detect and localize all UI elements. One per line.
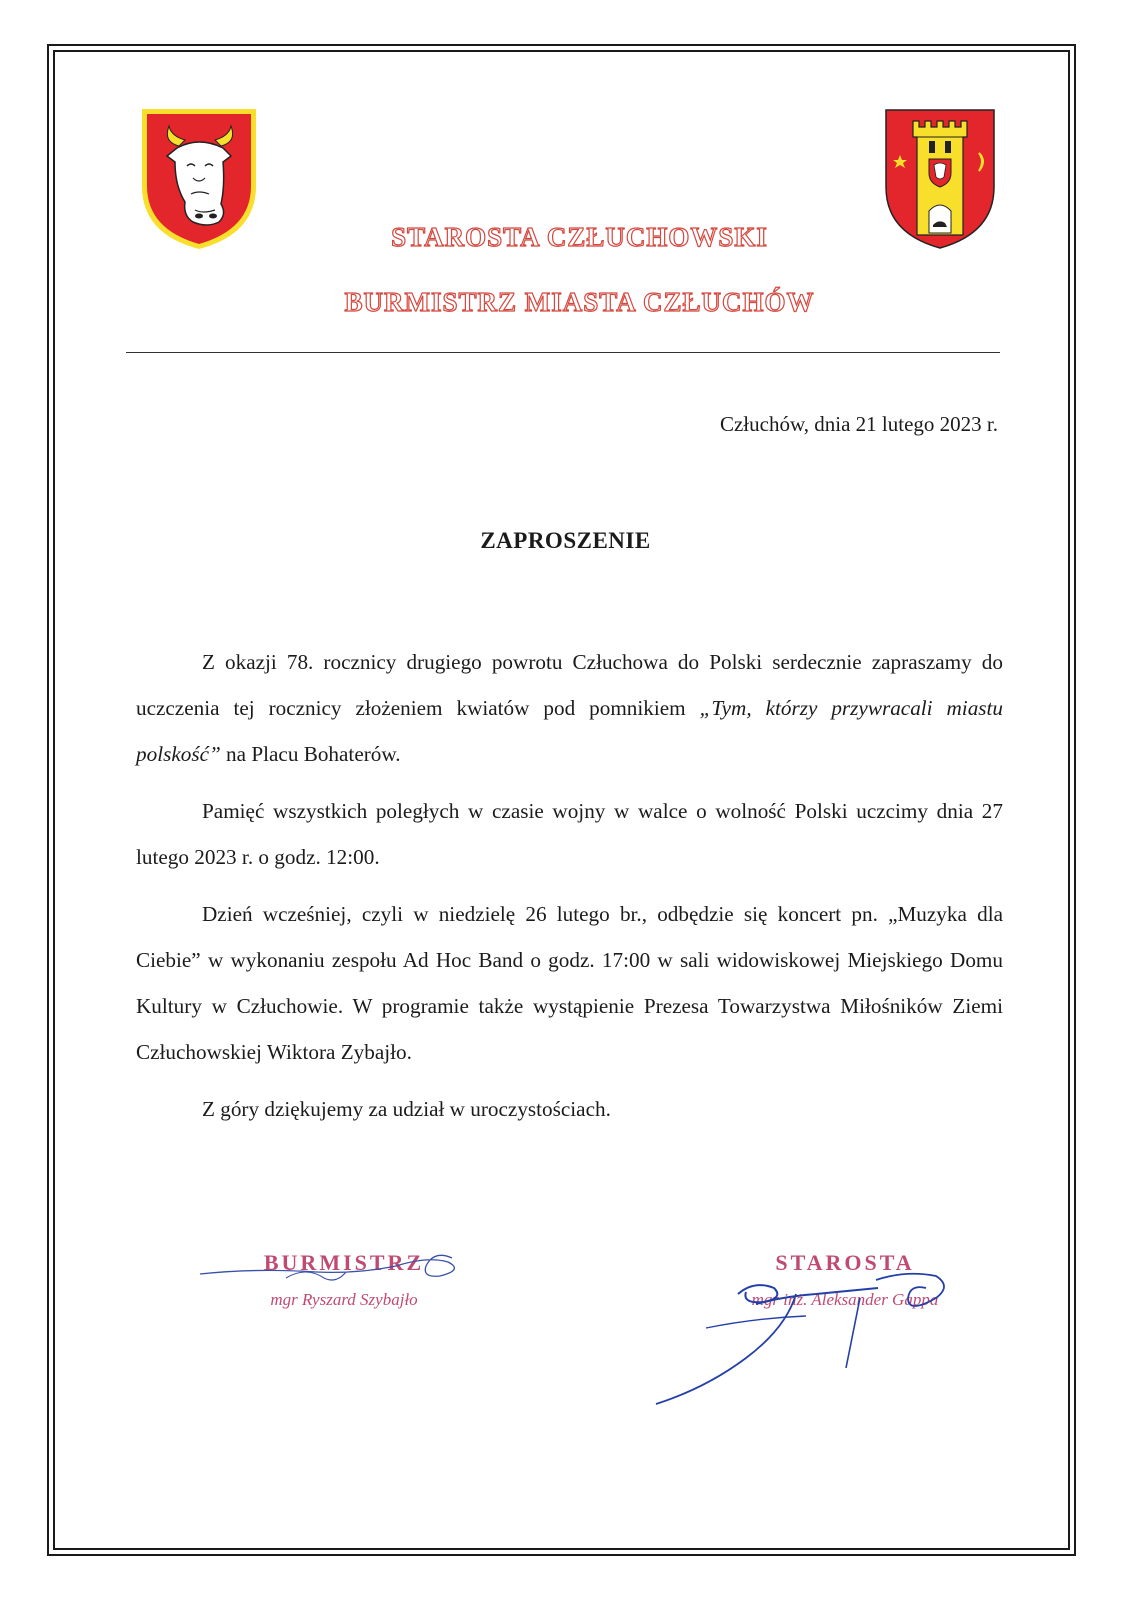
paragraph-3: Dzień wcześniej, czyli w niedzielę 26 lutego br., odbędzie się koncert pn. „Muzyka dla Ciebie” w wykonaniu zespołu Ad Hoc Band o godz. 17:00 w sali widowiskowej Miejskiego Domu Kultury w Człuchowie. W programie także wystąpienie Prezesa Towarzystwa Miłośników Ziemi Człuchowskiej Wiktora Zybajło. [136,902,1003,1064]
header-divider [126,352,1000,353]
paragraph-2: Pamięć wszystkich poległych w czasie wojny w walce o wolność Polski uczcimy dnia 27 lutego 2023 r. o godz. 12:00. [136,799,1003,869]
monument-name-quote: „Tym, którzy przywracali miastu polskość” [136,696,1004,766]
signature-name-left: mgr Ryszard Szybajło [270,1290,418,1309]
document-title: ZAPROSZENIE [480,528,651,553]
signature-role-right: STAROSTA [775,1250,915,1275]
handwritten-signature-right-icon [646,1258,966,1410]
letter-body [136,639,1003,1143]
paragraph-1-text-b: na Placu Bohaterów. [226,742,401,766]
signature-role-left: BURMISTRZ [263,1250,425,1275]
date-line: Człuchów, dnia 21 lutego 2023 r. [719,412,998,436]
header-line-2: BURMISTRZ MIASTA CZŁUCHÓW [344,287,815,317]
paragraph-4: Z góry dziękujemy za udział w uroczystościach. [202,1097,611,1121]
handwritten-signature-left-icon [196,1244,476,1294]
paragraph-1-text-a: Z okazji 78. rocznicy drugiego powrotu Człuchowa do Polski serdecznie zapraszamy do uczczenia tej rocznicy złożeniem kwiatów pod pomnikiem [136,650,1003,720]
signature-name-right: mgr inż. Aleksander Gappa [751,1290,939,1309]
paragraph-1 [136,639,1003,777]
header-line-1: STAROSTA CZŁUCHOWSKI [391,222,768,252]
